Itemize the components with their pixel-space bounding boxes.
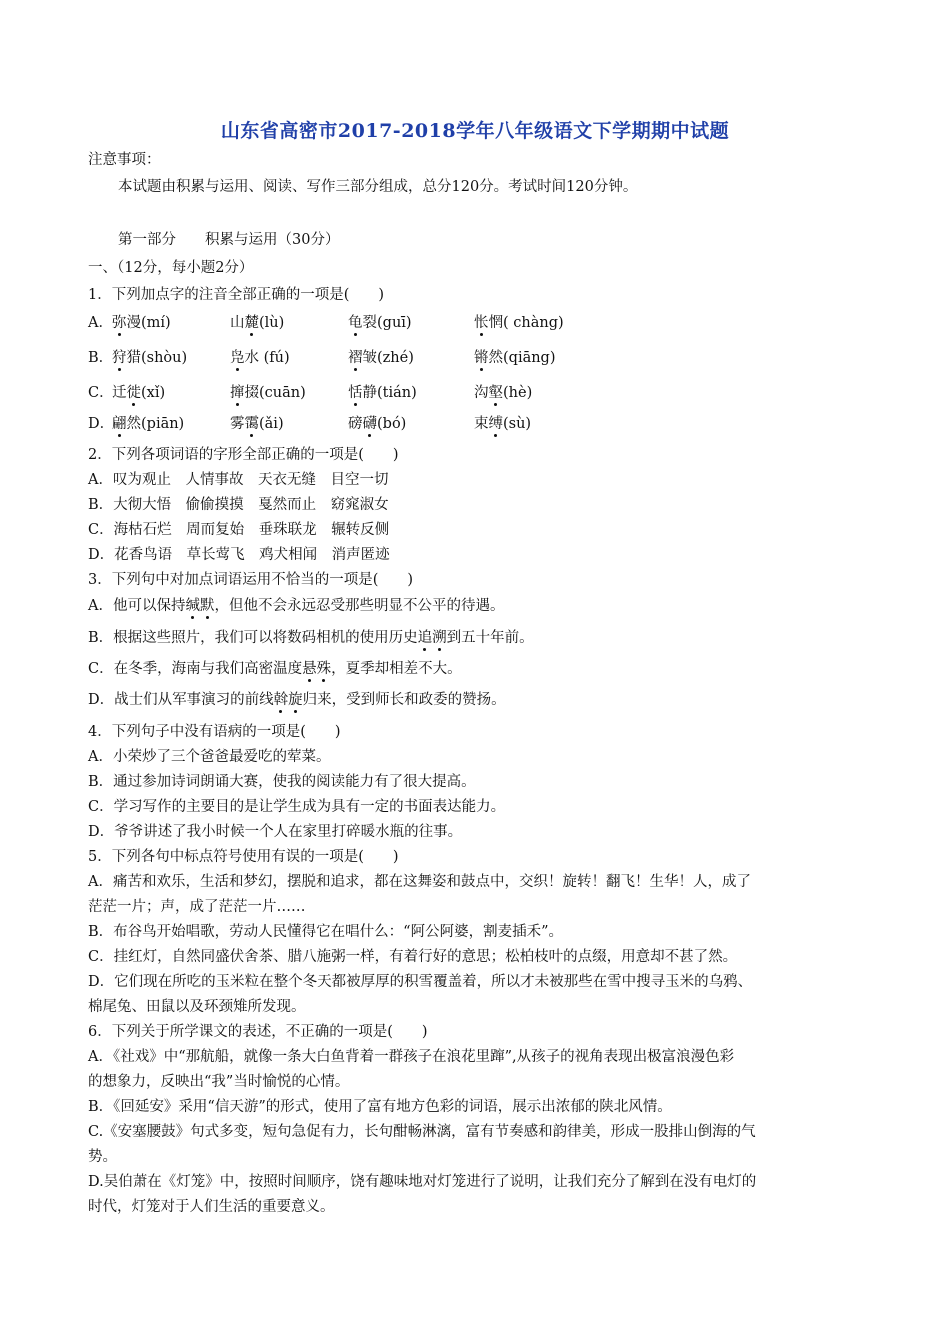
- q1-option-label: A．: [88, 315, 113, 331]
- question-1-stem: 1．下列加点字的注音全部正确的一项是( ): [88, 287, 385, 303]
- q1-option-label: C．: [88, 385, 114, 401]
- q1-item: 山麓(lù): [230, 315, 285, 331]
- q6-line: A．《社戏》中“那航船，就像一条大白鱼背着一群孩子在浪花里蹿”,从孩子的视角表现出极富浪漫色彩: [88, 1049, 735, 1065]
- q6-line: B．《回延安》采用“信天游”的形式，使用了富有地方色彩的词语，展示出浓郁的陕北风情。: [88, 1099, 672, 1115]
- q4-option: B．通过参加诗词朗诵大赛，使我的阅读能力有了很大提高。: [88, 774, 476, 790]
- q6-line: D.吴伯萧在《灯笼》中，按照时间顺序，饶有趣味地对灯笼进行了说明，让我们充分了解到在没有电灯的: [88, 1174, 757, 1190]
- notice-heading: 注意事项：: [88, 152, 161, 168]
- q1-item: 怅惘( chàng): [474, 315, 564, 331]
- q3-option: B．根据这些照片，我们可以将数码相机的使用历史追溯到五十年前。: [88, 630, 534, 646]
- q3-option: C．在冬季，海南与我们高密温度悬殊，夏季却相差不大。: [88, 661, 462, 677]
- q5-line: D．它们现在所吃的玉米粒在整个冬天都被厚厚的积雪覆盖着，所以才未被那些在雪中搜寻玉米的乌鸦、: [88, 974, 753, 990]
- question-2-stem: 2．下列各项词语的字形全部正确的一项是( ): [88, 447, 399, 463]
- q1-item: 撺掇(cuān): [230, 385, 306, 401]
- q1-item: 狩猎(shòu): [112, 350, 188, 366]
- q1-item: 龟裂(guī): [348, 315, 412, 331]
- part-heading: 第一部分 积累与运用（30分）: [118, 232, 340, 248]
- q1-item: 磅礴(bó): [348, 416, 407, 432]
- q3-option: A．他可以保持缄默，但他不会永远忍受那些明显不公平的待遇。: [88, 598, 505, 614]
- q6-line: 势。: [88, 1149, 117, 1165]
- q1-option-label: B．: [88, 350, 114, 366]
- section-heading: 一、（12分，每小题2分）: [88, 260, 254, 276]
- q1-option-label: D．: [88, 416, 115, 432]
- q1-item: 凫水 (fú): [230, 350, 290, 366]
- question-4-stem: 4．下列句子中没有语病的一项是( ): [88, 724, 341, 740]
- q2-option: C．海枯石烂 周而复始 垂珠联龙 辗转反侧: [88, 522, 390, 538]
- notice-text: 本试题由积累与运用、阅读、写作三部分组成，总分120分。考试时间120分钟。: [118, 179, 638, 195]
- q5-line: B．布谷鸟开始唱歌，劳动人民懂得它在唱什么：“阿公阿婆，割麦插禾”。: [88, 924, 563, 940]
- q2-option: A．叹为观止 人情事故 天衣无缝 目空一切: [88, 472, 389, 488]
- q4-option: D．爷爷讲述了我小时候一个人在家里打碎暖水瓶的往事。: [88, 824, 463, 840]
- q1-item: 恬静(tián): [348, 385, 417, 401]
- q2-option: D．花香鸟语 草长莺飞 鸡犬相闻 消声匿迹: [88, 547, 390, 563]
- q1-item: 弥漫(mí): [112, 315, 171, 331]
- q4-option: A．小荣炒了三个爸爸最爱吃的荤菜。: [88, 749, 331, 765]
- q6-line: 时代，灯笼对于人们生活的重要意义。: [88, 1199, 335, 1215]
- q5-line: A．痛苦和欢乐，生活和梦幻，摆脱和追求，都在这舞姿和鼓点中，交织！旋转！翻飞！生华！人，成了: [88, 874, 751, 890]
- q6-line: 的想象力，反映出“我”当时愉悦的心情。: [88, 1074, 350, 1090]
- q5-line: 棉尾兔、田鼠以及环颈雉所发现。: [88, 999, 306, 1015]
- q4-option: C．学习写作的主要目的是让学生成为具有一定的书面表达能力。: [88, 799, 506, 815]
- q1-item: 翩然(piān): [112, 416, 185, 432]
- q6-line: C.《安塞腰鼓》句式多变，短句急促有力，长句酣畅淋漓，富有节奏感和韵律美，形成一股排山倒海的气: [88, 1124, 756, 1140]
- q1-item: 雾霭(ǎi): [230, 416, 284, 432]
- q1-item: 褶皱(zhé): [348, 350, 414, 366]
- q1-item: 迁徙(xǐ): [112, 385, 166, 401]
- question-6-stem: 6．下列关于所学课文的表述，不正确的一项是( ): [88, 1024, 428, 1040]
- q3-option: D．战士们从军事演习的前线斡旋归来，受到师长和政委的赞扬。: [88, 692, 506, 708]
- q5-line: 茫茫一片；声，成了茫茫一片……: [88, 899, 306, 915]
- q1-item: 锵然(qiāng): [474, 350, 556, 366]
- page-title: 山东省高密市2017-2018学年八年级语文下学期期中试题: [220, 120, 730, 142]
- q1-item: 沟壑(hè): [474, 385, 533, 401]
- question-3-stem: 3．下列句中对加点词语运用不恰当的一项是( ): [88, 572, 414, 588]
- q2-option: B．大彻大悟 偷偷摸摸 戛然而止 窈窕淑女: [88, 497, 389, 513]
- question-5-stem: 5．下列各句中标点符号使用有误的一项是( ): [88, 849, 399, 865]
- q5-line: C．挂红灯，自然同盛伏舍茶、腊八施粥一样，有着行好的意思；松柏枝叶的点缀，用意却不甚了然。: [88, 949, 738, 965]
- q1-item: 束缚(sù): [474, 416, 532, 432]
